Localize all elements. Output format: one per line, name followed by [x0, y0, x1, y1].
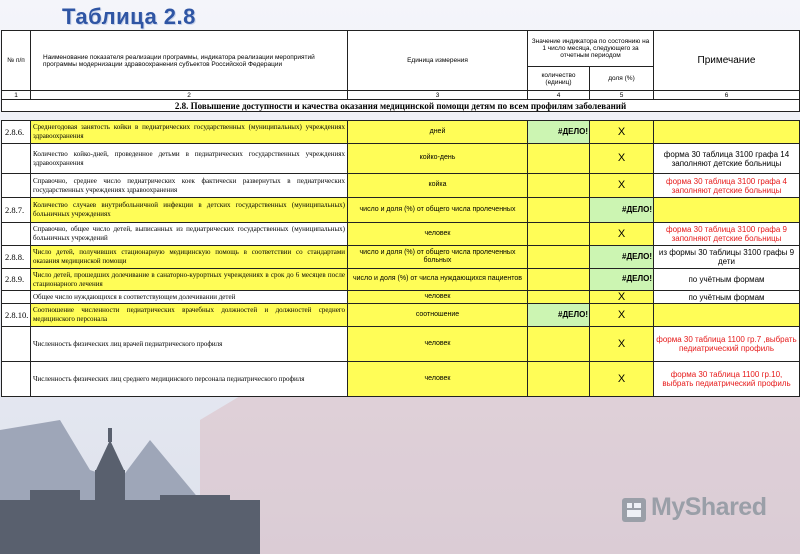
row-note	[654, 198, 800, 223]
row-note: форма 30 таблица 1100 гр.7 ,выбрать педиатрический профиль	[654, 327, 800, 362]
row-share: X	[590, 304, 654, 327]
row-qty	[528, 291, 590, 304]
row-unit: число и доля (%) от общего числа пролеченных больных	[348, 246, 528, 269]
row-qty	[528, 223, 590, 246]
row-qty: #ДЕЛО!	[528, 121, 590, 144]
header-col-name: Наименование показателя реализации программы, индикатора реализации мероприятий программы модернизации здравоохранения субъектов Российской Федерации	[31, 31, 348, 91]
row-description: Общее число нуждающихся в соответствующем долечивании детей	[31, 291, 348, 304]
header-number: 4	[528, 91, 590, 100]
row-unit: соотношение	[348, 304, 528, 327]
row-description: Число детей, прошедших долечивание в санаторно-курортных учреждениях в срок до 6 месяцев после стационарного лечения	[31, 269, 348, 291]
header-col-qty: количество (единиц)	[528, 67, 590, 91]
row-share: #ДЕЛО!	[590, 269, 654, 291]
row-note: из формы 30 таблицы 3100 графы 9 дети	[654, 246, 800, 269]
row-number	[2, 291, 31, 304]
row-note: по учётным формам	[654, 269, 800, 291]
row-number: 2.8.7.	[2, 198, 31, 223]
row-share: X	[590, 223, 654, 246]
table-row	[2, 362, 800, 397]
row-unit: число и доля (%) от общего числа пролеченных	[348, 198, 528, 223]
section-title: 2.8. Повышение доступности и качества оказания медицинской помощи детям по всем профилям заболеваний	[2, 100, 800, 112]
row-number: 2.8.10.	[2, 304, 31, 327]
row-unit: человек	[348, 327, 528, 362]
row-description: Количество случаев внутрибольничной инфекции в детских государственных (муниципальных) больничных учреждениях	[31, 198, 348, 223]
row-note: форма 30 таблица 1100 гр.10, выбрать педиатрический профиль	[654, 362, 800, 397]
table-row	[2, 174, 800, 198]
row-share: X	[590, 362, 654, 397]
row-share: #ДЕЛО!	[590, 246, 654, 269]
header-number: 5	[590, 91, 654, 100]
row-description: Соотношение численности педиатрических врачебных должностей и должностей среднего медицинского персонала	[31, 304, 348, 327]
row-unit: человек	[348, 291, 528, 304]
table-row	[2, 269, 800, 291]
table-header	[1, 30, 800, 112]
row-unit: человек	[348, 223, 528, 246]
row-number: 2.8.8.	[2, 246, 31, 269]
table-row	[2, 198, 800, 223]
row-unit: дней	[348, 121, 528, 144]
header-col-note: Примечание	[654, 31, 800, 91]
row-number	[2, 362, 31, 397]
watermark-text: MyShared	[651, 493, 767, 521]
page-title: Таблица 2.8	[62, 4, 196, 29]
row-number	[2, 174, 31, 198]
watermark-logo-icon	[621, 497, 647, 523]
row-number: 2.8.9.	[2, 269, 31, 291]
row-description: Справочно, общее число детей, выписанных из педиатрических государственных (муниципальных) больничных учреждений	[31, 223, 348, 246]
row-note	[654, 121, 800, 144]
row-unit: число и доля (%) от числа нуждающихся пациентов	[348, 269, 528, 291]
header-number: 1	[2, 91, 31, 100]
data-table	[1, 120, 800, 397]
row-share: X	[590, 144, 654, 174]
row-number: 2.8.6.	[2, 121, 31, 144]
row-unit: койка	[348, 174, 528, 198]
row-qty	[528, 198, 590, 223]
table-row	[2, 246, 800, 269]
row-share: X	[590, 291, 654, 304]
row-description: Численность физических лиц врачей педиатрического профиля	[31, 327, 348, 362]
row-qty	[528, 327, 590, 362]
header-col-num: № п/п	[2, 31, 31, 91]
row-description: Численность физических лиц среднего медицинского персонала педиатрического профиля	[31, 362, 348, 397]
row-number	[2, 144, 31, 174]
row-share: X	[590, 327, 654, 362]
table-row	[2, 304, 800, 327]
row-note: форма 30 таблица 3100 графа 14 заполняют детские больницы	[654, 144, 800, 174]
row-qty	[528, 246, 590, 269]
row-description: Справочно, среднее число педиатрических коек фактически развернутых в педиатрических государственных учреждениях здравоохранения	[31, 174, 348, 198]
row-note	[654, 304, 800, 327]
row-share: #ДЕЛО!	[590, 198, 654, 223]
header-number: 3	[348, 91, 528, 100]
row-note: форма 30 таблица 3100 графа 4 заполняют детские больницы	[654, 174, 800, 198]
row-qty: #ДЕЛО!	[528, 304, 590, 327]
row-description: Среднегодовая занятость койки в педиатрических государственных (муниципальных) учреждениях здравоохранения	[31, 121, 348, 144]
row-share: X	[590, 174, 654, 198]
header-number: 6	[654, 91, 800, 100]
table-row	[2, 327, 800, 362]
row-qty	[528, 174, 590, 198]
table-row	[2, 144, 800, 174]
header-col-unit: Единица измерения	[348, 31, 528, 91]
row-share: X	[590, 121, 654, 144]
header-col-share: доля (%)	[590, 67, 654, 91]
row-note: по учётным формам	[654, 291, 800, 304]
table-row	[2, 121, 800, 144]
header-number: 2	[31, 91, 348, 100]
table-row	[2, 223, 800, 246]
row-description: Число детей, получивших стационарную медицинскую помощь в соответствии со стандартами оказания медицинской помощи	[31, 246, 348, 269]
row-qty	[528, 362, 590, 397]
row-unit: койко-день	[348, 144, 528, 174]
row-qty	[528, 144, 590, 174]
row-note: форма 30 таблица 3100 графа 9 заполняют детские больницы	[654, 223, 800, 246]
row-qty	[528, 269, 590, 291]
header-col-value: Значение индикатора по состоянию на 1 число месяца, следующего за отчетным периодом	[528, 31, 654, 67]
table-row	[2, 291, 800, 304]
row-number	[2, 327, 31, 362]
row-unit: человек	[348, 362, 528, 397]
row-description: Количество койко-дней, проведенное детьми в педиатрических государственных учреждениях здравоохранения	[31, 144, 348, 174]
row-number	[2, 223, 31, 246]
